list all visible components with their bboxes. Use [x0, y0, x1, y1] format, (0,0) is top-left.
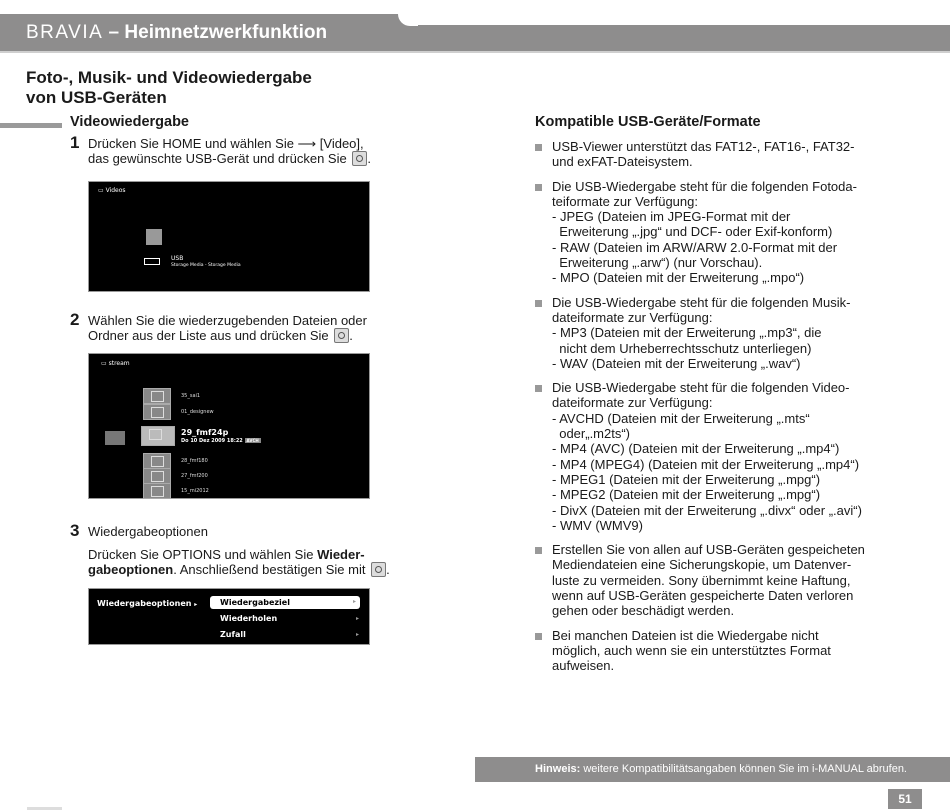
- menu-title: Wiedergabeoptionen: [97, 599, 192, 608]
- brand-name: BRAVIA: [26, 22, 104, 43]
- text-line: - MPEG1 (Dateien mit der Erweiterung „.mpg“): [552, 471, 821, 487]
- option-label: Wiedergabeziel: [220, 598, 290, 607]
- text-line: Die USB-Wiedergabe steht für die folgenden Video-: [552, 380, 850, 396]
- text-line: Erstellen Sie von allen auf USB-Geräten gespeicheten: [552, 542, 865, 558]
- list-item: [552, 139, 854, 170]
- text: . Anschließend bestätigen Sie mit: [173, 562, 366, 578]
- format-badge: AVCH: [246, 438, 259, 443]
- text-line: aufweisen.: [552, 658, 615, 674]
- film-icon: [143, 453, 171, 469]
- folder-icon: [105, 431, 125, 445]
- arrow-icon: ▸: [356, 631, 360, 638]
- text-line: Die USB-Wiedergabe steht für die folgenden Fotoda-: [552, 178, 857, 194]
- text-line: - RAW (Dateien im ARW/ARW 2.0-Format mit der: [552, 239, 838, 255]
- list-item: [552, 179, 857, 286]
- text-bold: gabeoptionen: [88, 562, 174, 578]
- chapter-title: – Heimnetzwerkfunktion: [103, 22, 328, 43]
- step-number: 3: [70, 521, 80, 540]
- text-line: Wählen Sie die wiederzugebenden Dateien oder: [88, 313, 367, 328]
- text-line: - MPO (Dateien mit der Erweiterung „.mpo“): [552, 270, 805, 286]
- screen-title-text: Videos: [105, 187, 126, 194]
- film-icon: [143, 388, 171, 404]
- ok-button-icon: [352, 151, 367, 166]
- compatibility-heading: Kompatible USB-Geräte/Formate: [535, 114, 761, 130]
- text-line: dateiformate zur Verfügung:: [552, 309, 713, 325]
- text-line: gehen oder beschädigt werden.: [552, 603, 735, 619]
- selected-file: 29_fmf24p: [181, 428, 229, 437]
- file-item: 01_designew: [181, 409, 214, 415]
- text-line: - MP4 (AVC) (Dateien mit der Erweiterung „.mp4“): [552, 441, 840, 457]
- text-bold: Wieder-: [317, 547, 365, 562]
- text-line: Bei manchen Dateien ist die Wiedergabe nicht: [552, 627, 819, 643]
- text-line: Drücken Sie HOME und wählen Sie ⟶ [Video],: [88, 136, 364, 151]
- header-divider: [0, 51, 950, 53]
- bullet-icon: [535, 633, 542, 640]
- step-3-title: Wiedergabeoptionen: [88, 524, 208, 539]
- bullet-icon: [535, 144, 542, 151]
- option-item: Zufall: [220, 630, 246, 639]
- device-name: USB: [171, 255, 184, 262]
- text-line: - MPEG2 (Dateien mit der Erweiterung „.mpg“): [552, 487, 821, 503]
- text-line: - DivX (Dateien mit der Erweiterung „.divx“ oder „.avi“): [552, 502, 862, 518]
- punct: .: [349, 328, 353, 344]
- step-3-text: [88, 547, 390, 578]
- ok-button-icon: [334, 328, 349, 343]
- text-line: Erweiterung „.arw“) (nur Vorschau).: [552, 255, 763, 271]
- ok-button-icon: [371, 562, 386, 577]
- options-menu-title: [97, 599, 197, 608]
- step-2-text: [88, 313, 367, 344]
- page-title-line: von USB-Geräten: [26, 88, 167, 107]
- page-title: [26, 68, 312, 108]
- file-item: 35_sai1: [181, 393, 201, 399]
- media-server-icon: [146, 229, 162, 245]
- arrow-icon: ▸: [352, 598, 356, 605]
- file-item: 28_fmf180: [181, 458, 208, 464]
- film-icon: [143, 483, 171, 499]
- film-icon: ▭: [101, 360, 107, 367]
- text-line: - MP3 (Dateien mit der Erweiterung „.mp3“, die: [552, 325, 822, 341]
- list-item: [552, 542, 865, 618]
- step-number: 1: [70, 133, 80, 152]
- step-number: 2: [70, 310, 80, 329]
- text-line: das gewünschte USB-Gerät und drücken Sie: [88, 151, 347, 167]
- file-item: 27_fmf200: [181, 473, 208, 479]
- bullet-icon: [535, 184, 542, 191]
- text-line: USB-Viewer unterstützt das FAT12-, FAT16-, FAT32-: [552, 139, 855, 154]
- text-line: dateiformate zur Verfügung:: [552, 395, 713, 411]
- hint-label: Hinweis:: [535, 763, 581, 775]
- usb-icon: [144, 258, 160, 265]
- screen-title-text: stream: [108, 360, 130, 367]
- bullet-icon: [535, 300, 542, 307]
- text-line: oder„.m2ts“): [552, 426, 631, 442]
- text-line: Die USB-Wiedergabe steht für die folgenden Musik-: [552, 294, 851, 310]
- page-title-line: Foto-, Musik- und Videowiedergabe: [26, 68, 312, 87]
- film-icon: [143, 404, 171, 420]
- punct: .: [367, 151, 371, 167]
- arrow-icon: ▸: [194, 601, 198, 608]
- date: Do 10 Dez 2009 18:22: [181, 438, 243, 444]
- header-bar-right: [400, 25, 950, 51]
- screen-title: [101, 360, 130, 367]
- list-item: [552, 380, 862, 533]
- section-heading: Videowiedergabe: [70, 114, 189, 130]
- text-line: und exFAT-Dateisystem.: [552, 154, 693, 170]
- file-item: 15_mi2012: [181, 488, 209, 494]
- option-item: Wiederholen: [220, 614, 278, 623]
- screenshot-options: [88, 588, 370, 645]
- film-icon: [141, 426, 175, 446]
- list-item: [552, 295, 850, 371]
- section-marker: [0, 123, 62, 128]
- text-line: - WMV (WMV9): [552, 517, 643, 533]
- screen-title: [98, 187, 126, 194]
- text: Drücken Sie OPTIONS und wählen Sie: [88, 547, 318, 562]
- step-1-text: [88, 136, 371, 167]
- text-line: Ordner aus der Liste aus und drücken Sie: [88, 328, 329, 344]
- hint-text: weitere Kompatibilitätsangaben können Sie im i-MANUAL abrufen.: [580, 763, 907, 775]
- text-line: teiformate zur Verfügung:: [552, 193, 698, 209]
- page-number: 51: [888, 789, 922, 809]
- text-line: wenn auf USB-Geräten gespeicherte Daten verloren: [552, 588, 854, 604]
- text-line: möglich, auch wenn sie ein unterstütztes Format: [552, 642, 831, 658]
- arrow-icon: ▸: [356, 615, 360, 622]
- punct: .: [386, 562, 390, 578]
- selected-file-date: [181, 438, 261, 444]
- text-line: nicht dem Urheberrechtsschutz unterliegen): [552, 340, 812, 356]
- list-item: [552, 628, 831, 674]
- screenshot-videos: [88, 181, 370, 292]
- text-line: luste zu vermeiden. Sony übernimmt keine Haftung,: [552, 572, 851, 588]
- device-sub: Storage Media - Storage Media: [171, 263, 241, 268]
- header-title: [26, 22, 327, 44]
- hint-bar: [475, 757, 950, 782]
- option-item: [210, 596, 360, 609]
- screenshot-file-list: [88, 353, 370, 499]
- film-icon: [143, 468, 171, 484]
- text-line: - MP4 (MPEG4) (Dateien mit der Erweiterung „.mp4“): [552, 456, 860, 472]
- text-line: - WAV (Dateien mit der Erweiterung „.wav“): [552, 355, 801, 371]
- text-line: Mediendateien eine Sicherungskopie, um Datenver-: [552, 557, 852, 573]
- bullet-icon: [535, 547, 542, 554]
- text-line: Erweiterung „.jpg“ und DCF- oder Exif-konform): [552, 224, 833, 240]
- text-line: - JPEG (Dateien im JPEG-Format mit der: [552, 209, 791, 225]
- bullet-icon: [535, 385, 542, 392]
- film-icon: ▭: [98, 187, 104, 194]
- text-line: - AVCHD (Dateien mit der Erweiterung „.mts“: [552, 410, 810, 426]
